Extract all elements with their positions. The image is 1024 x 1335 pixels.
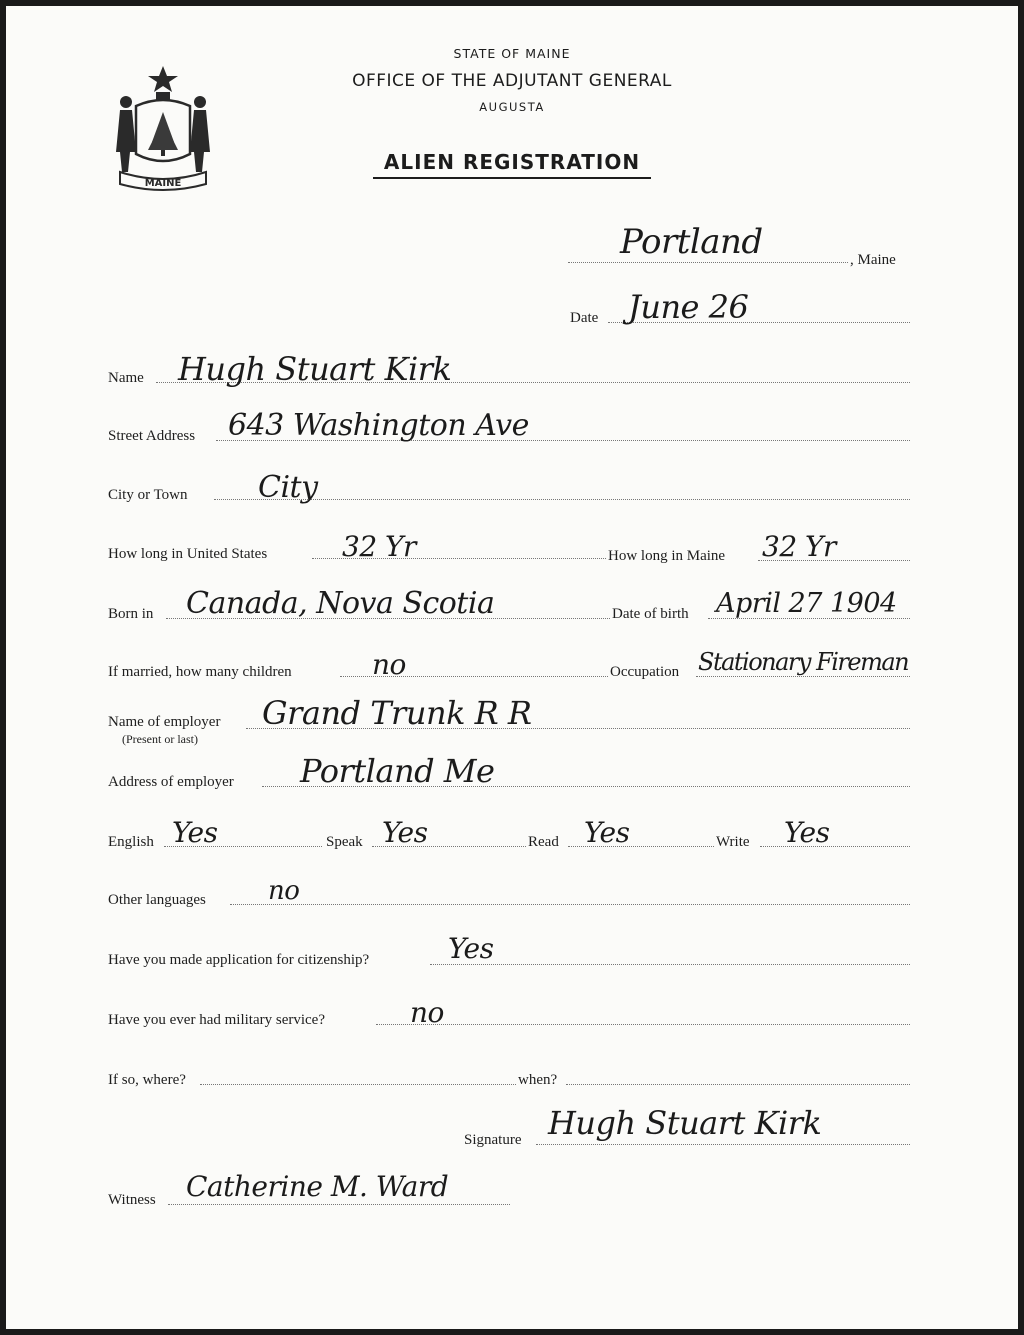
signature-value: Hugh Stuart Kirk: [548, 1104, 822, 1142]
military-value: no: [410, 996, 444, 1029]
occupation-label: Occupation: [610, 664, 680, 680]
form-title: ALIEN REGISTRATION: [383, 150, 641, 174]
title-underline: [373, 177, 651, 179]
write-label: Write: [716, 834, 750, 850]
speak-value: Yes: [382, 816, 428, 849]
witness-value: Catherine M. Ward: [186, 1170, 449, 1203]
other-languages-value: no: [268, 876, 300, 906]
dob-label: Date of birth: [612, 606, 689, 622]
name-value: Hugh Stuart Kirk: [178, 350, 452, 388]
city-town-label: City or Town: [108, 487, 188, 503]
seal-banner: MAINE: [144, 178, 182, 189]
town-value: Portland: [620, 222, 763, 262]
employer-address-label: Address of employer: [108, 774, 234, 790]
street-value: 643 Washington Ave: [228, 408, 529, 443]
employer-label: Name of employer: [108, 714, 221, 730]
street-label: Street Address: [108, 428, 196, 444]
city-town-field[interactable]: [214, 499, 910, 500]
how-long-us-label: How long in United States: [108, 546, 268, 562]
read-label: Read: [528, 834, 559, 850]
born-in-label: Born in: [108, 606, 154, 622]
how-long-us-value: 32 Yr: [342, 530, 416, 563]
when-field[interactable]: [566, 1084, 910, 1085]
how-long-maine-label: How long in Maine: [608, 548, 726, 564]
when-label: when?: [518, 1072, 558, 1088]
read-value: Yes: [584, 816, 630, 849]
speak-label: Speak: [326, 834, 363, 850]
signature-label: Signature: [464, 1132, 522, 1148]
date-value: June 26: [628, 288, 749, 326]
where-label: If so, where?: [108, 1072, 186, 1088]
citizenship-field[interactable]: [430, 964, 910, 965]
where-field[interactable]: [200, 1084, 516, 1085]
children-value: no: [372, 648, 406, 681]
dob-value: April 27 1904: [716, 588, 897, 619]
how-long-maine-value: 32 Yr: [762, 530, 836, 563]
date-label: Date: [570, 310, 599, 326]
maine-label: , Maine: [850, 252, 896, 268]
office-heading: OFFICE OF THE ADJUTANT GENERAL: [352, 71, 672, 91]
english-label: English: [108, 834, 154, 850]
citizenship-value: Yes: [448, 932, 494, 965]
witness-label: Witness: [108, 1192, 156, 1208]
city-heading: AUGUSTA: [479, 100, 545, 114]
military-field[interactable]: [376, 1024, 910, 1025]
state-heading: STATE OF MAINE: [453, 46, 571, 61]
born-in-value: Canada, Nova Scotia: [186, 586, 495, 621]
employer-value: Grand Trunk R R: [262, 694, 532, 732]
other-languages-field[interactable]: [230, 904, 910, 905]
signature-field[interactable]: [536, 1144, 910, 1145]
occupation-value: Stationary Fireman: [698, 648, 909, 676]
english-value: Yes: [172, 816, 218, 849]
employer-address-value: Portland Me: [300, 752, 495, 790]
other-languages-label: Other languages: [108, 892, 206, 908]
employer-note: (Present or last): [122, 732, 198, 746]
write-field[interactable]: [760, 846, 910, 847]
city-town-value: City: [258, 470, 318, 505]
military-label: Have you ever had military service?: [108, 1012, 325, 1028]
witness-field[interactable]: [168, 1204, 510, 1205]
occupation-field[interactable]: [696, 676, 910, 677]
name-label: Name: [108, 370, 144, 386]
write-value: Yes: [784, 816, 830, 849]
citizenship-label: Have you made application for citizenship?: [108, 952, 370, 968]
children-label: If married, how many children: [108, 664, 292, 680]
town-field[interactable]: [568, 262, 848, 263]
